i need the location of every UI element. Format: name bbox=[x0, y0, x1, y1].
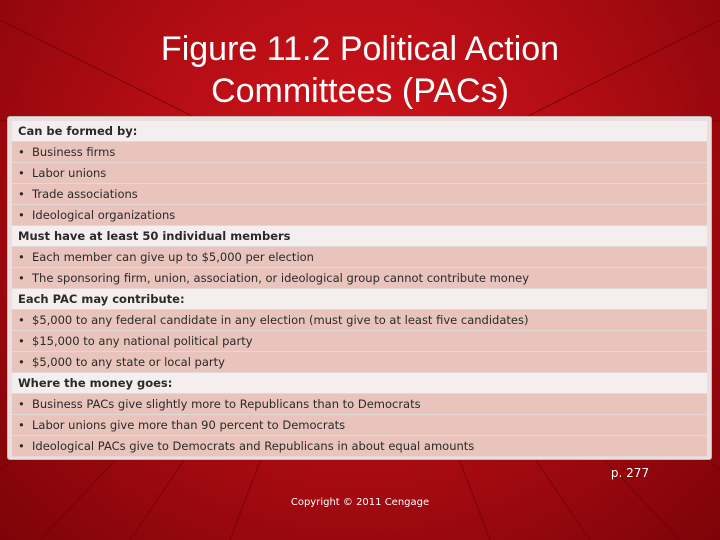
list-item-text: Trade associations bbox=[32, 187, 138, 201]
list-item bbox=[12, 352, 707, 373]
list-item-text: $5,000 to any federal candidate in any election (must give to at least five candidates) bbox=[32, 313, 529, 327]
pac-table bbox=[8, 117, 711, 459]
list-item bbox=[12, 310, 707, 331]
copyright-notice: Copyright © 2011 Cengage bbox=[290, 497, 430, 508]
list-item-text: $15,000 to any national political party bbox=[32, 334, 253, 348]
bullet-icon: • bbox=[18, 355, 25, 369]
list-item-text: Labor unions bbox=[32, 166, 107, 180]
list-item-text: Each member can give up to $5,000 per election bbox=[32, 250, 314, 264]
section-heading: Each PAC may contribute: bbox=[12, 289, 707, 310]
list-item-text: Ideological organizations bbox=[32, 208, 176, 222]
bullet-icon: • bbox=[18, 439, 25, 453]
list-item-text: Ideological PACs give to Democrats and Republicans in about equal amounts bbox=[32, 439, 475, 453]
list-item-text: The sponsoring firm, union, association, or ideological group cannot contribute money bbox=[32, 271, 530, 285]
list-item bbox=[12, 436, 707, 457]
list-item bbox=[12, 247, 707, 268]
title-line-2: Committees (PACs) bbox=[211, 72, 509, 110]
title-line-1: Figure 11.2 Political Action bbox=[160, 30, 560, 68]
list-item bbox=[12, 394, 707, 415]
section-heading: Where the money goes: bbox=[12, 373, 707, 394]
list-item bbox=[12, 142, 707, 163]
list-item bbox=[12, 163, 707, 184]
pac-table-body bbox=[12, 121, 707, 457]
list-item-text: Labor unions give more than 90 percent to Democrats bbox=[32, 418, 346, 432]
list-item bbox=[12, 205, 707, 226]
section-heading: Must have at least 50 individual members bbox=[12, 226, 707, 247]
list-item-text: $5,000 to any state or local party bbox=[32, 355, 225, 369]
bullet-icon: • bbox=[18, 145, 25, 159]
list-item bbox=[12, 331, 707, 352]
bullet-icon: • bbox=[18, 271, 25, 285]
bullet-icon: • bbox=[18, 418, 25, 432]
bullet-icon: • bbox=[18, 397, 25, 411]
bullet-icon: • bbox=[18, 250, 25, 264]
list-item bbox=[12, 184, 707, 205]
bullet-icon: • bbox=[18, 334, 25, 348]
list-item-text: Business PACs give slightly more to Republicans than to Democrats bbox=[32, 397, 421, 411]
bullet-icon: • bbox=[18, 208, 25, 222]
bullet-icon: • bbox=[18, 313, 25, 327]
list-item bbox=[12, 415, 707, 436]
bullet-icon: • bbox=[18, 166, 25, 180]
section-heading: Can be formed by: bbox=[12, 121, 707, 142]
slide-title bbox=[0, 28, 720, 112]
bullet-icon: • bbox=[18, 187, 25, 201]
list-item bbox=[12, 268, 707, 289]
list-item-text: Business firms bbox=[32, 145, 116, 159]
page-reference: p. 277 bbox=[610, 466, 650, 480]
